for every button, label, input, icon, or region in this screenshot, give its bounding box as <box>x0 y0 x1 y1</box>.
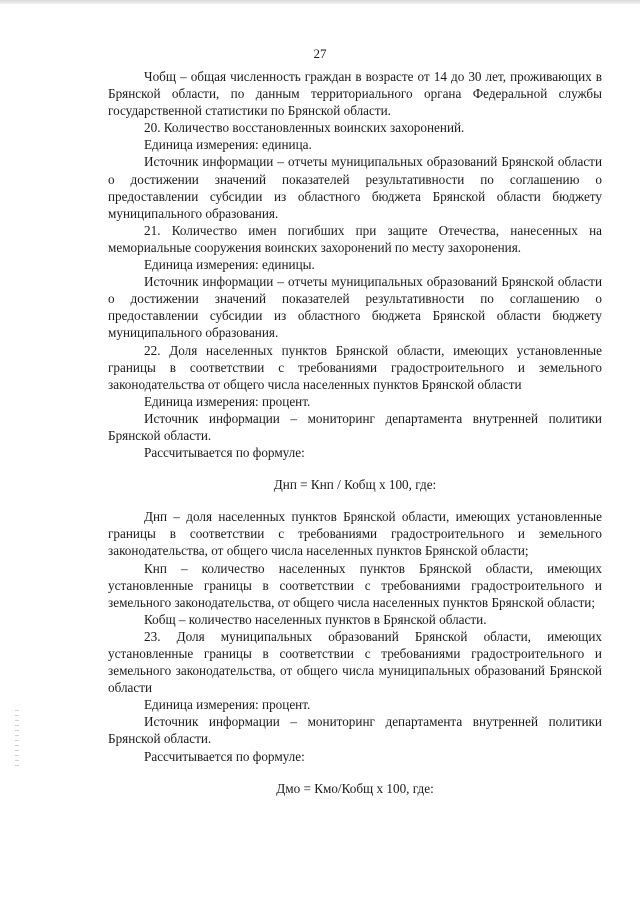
body-paragraph: 23. Доля муниципальных образований Брянской области, имеющих установленные границы в соответствии с требованиями градостроительного и земельного законодательства, от общего числа муниципальных образований Брянской области <box>108 628 602 696</box>
body-paragraph: Кнп – количество населенных пунктов Брянской области, имеющих установленные границы в соответствии с требованиями градостроительного и земельного законодательства, от общего числа населенных пунктов Брянской области; <box>108 560 602 610</box>
body-paragraph: 21. Количество имен погибших при защите Отечества, нанесенных на мемориальные сооружения воинских захоронений по месту захоронения. <box>108 222 602 255</box>
page-number: 27 <box>313 46 327 61</box>
body-paragraph: 20. Количество восстановленных воинских захоронений. <box>144 120 465 136</box>
body-paragraph: Единица измерения: процент. <box>144 697 311 713</box>
body-paragraph: Источник информации – отчеты муниципальных образований Брянской области о достижении значений показателей результативности по соглашению о предоставлении субсидии из областного бюджета Брянской области бюджету муниципального образования. <box>108 274 602 341</box>
body-paragraph: Единица измерения: процент. <box>144 393 311 409</box>
body-paragraph: Рассчитывается по формуле: <box>144 748 305 764</box>
body-paragraph: Рассчитывается по формуле: <box>144 445 305 461</box>
top-edge-rule <box>0 0 640 4</box>
body-paragraph: Чобщ – общая численность граждан в возрасте от 14 до 30 лет, проживающих в Брянской области, по данным территориального органа Федеральной службы государственной статистики по Брянской области. <box>108 69 602 119</box>
body-paragraph: Источник информации – мониторинг департамента внутренней политики Брянской области. <box>108 714 602 747</box>
body-paragraph: 22. Доля населенных пунктов Брянской области, имеющих установленные границы в соответствии с требованиями градостроительного и земельного законодательства от общего числа населенных пунктов Брянской области <box>108 342 602 392</box>
document-body <box>108 68 602 797</box>
body-paragraph: Днп – доля населенных пунктов Брянской области, имеющих установленные границы в соответствии с требованиями градостроительного и земельного законодательства, от общего числа населенных пунктов Брянской области; <box>108 509 602 559</box>
formula-line: Дмо = Кмо/Кобщ х 100, где: <box>276 780 434 796</box>
margin-scan-marks <box>15 710 19 770</box>
formula-line: Днп = Кнп / Кобщ х 100, где: <box>273 477 437 493</box>
body-paragraph: Единица измерения: единица. <box>144 137 312 153</box>
body-paragraph: Единица измерения: единицы. <box>144 257 315 273</box>
body-paragraph: Источник информации – отчеты муниципальных образований Брянской области о достижении значений показателей результативности по соглашению о предоставлении субсидии из областного бюджета Брянской области бюджету муниципального образования. <box>108 154 602 221</box>
body-paragraph: Кобщ – количество населенных пунктов в Брянской области. <box>144 611 487 627</box>
body-paragraph: Источник информации – мониторинг департамента внутренней политики Брянской области. <box>108 410 602 443</box>
